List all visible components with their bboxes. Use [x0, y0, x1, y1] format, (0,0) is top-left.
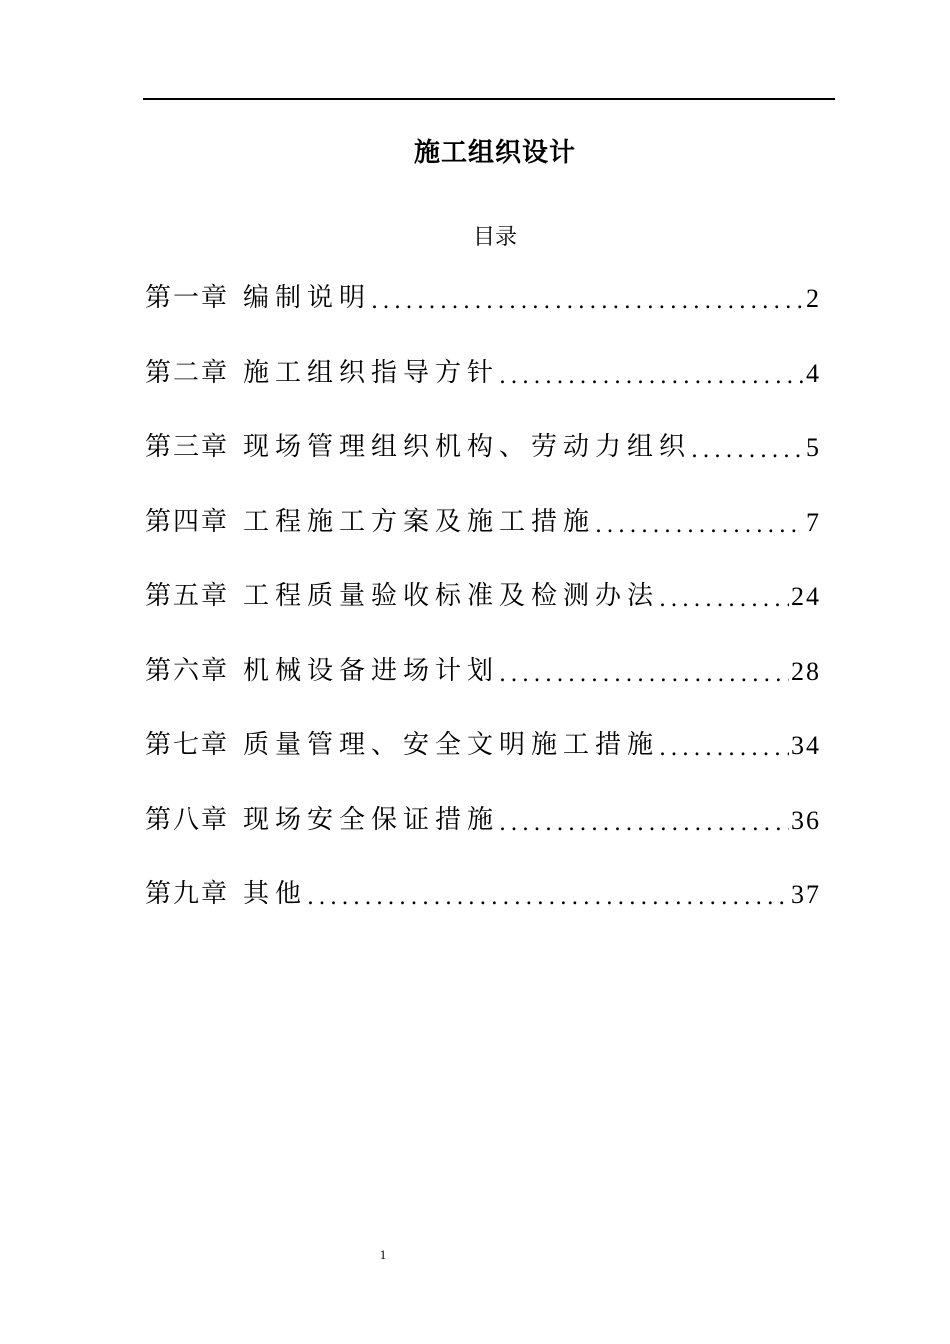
toc-entry-title: 编制说明 [243, 283, 372, 313]
toc-chapter-label: 第一章 [145, 283, 230, 313]
footer-page-number: 1 [379, 1247, 387, 1262]
toc-entry-title: 现场管理组织机构、劳动力组织 [243, 432, 692, 462]
toc-entry-title: 工程质量验收标准及检测办法 [243, 581, 660, 611]
toc-heading: 目录 [472, 225, 517, 250]
toc-dot-leader [499, 660, 789, 690]
toc-chapter-label: 第八章 [145, 804, 230, 835]
toc-entry-title: 其他 [243, 879, 308, 909]
toc-entry-title: 施工组织指导方针 [243, 357, 500, 388]
toc-chapter-label: 第七章 [145, 730, 230, 760]
toc-entry-2[interactable] [145, 355, 821, 392]
header-rule [143, 98, 835, 100]
toc-dot-leader [499, 809, 789, 839]
document-title: 施工组织设计 [413, 138, 576, 168]
toc-page-number: 7 [806, 507, 821, 537]
toc-page-number: 2 [806, 284, 821, 313]
toc-chapter-label: 第三章 [145, 432, 230, 462]
toc-chapter-label: 第六章 [145, 655, 230, 686]
toc-dot-leader [371, 287, 804, 317]
toc-page-number: 5 [806, 433, 821, 462]
toc-chapter-label: 第二章 [145, 357, 230, 388]
toc-entry-5[interactable] [145, 578, 821, 615]
toc-entry-4[interactable] [145, 504, 821, 541]
toc-dot-leader [659, 734, 789, 764]
toc-entry-7[interactable] [145, 727, 821, 764]
toc-dot-leader [499, 362, 804, 392]
toc-dot-leader [659, 585, 789, 615]
toc-page-number: 37 [791, 880, 821, 909]
toc-entry-1[interactable] [145, 280, 821, 317]
toc-page-number: 36 [791, 805, 821, 835]
toc-entry-3[interactable] [145, 429, 821, 466]
toc-dot-leader [307, 883, 789, 913]
table-of-contents [145, 280, 821, 951]
toc-entry-title: 质量管理、安全文明施工措施 [243, 730, 660, 760]
toc-dot-leader [691, 436, 804, 466]
toc-entry-title: 现场安全保证措施 [243, 804, 500, 835]
toc-page-number: 28 [791, 656, 821, 686]
toc-entry-8[interactable] [145, 802, 821, 839]
toc-page-number: 34 [791, 731, 821, 760]
toc-entry-title: 机械设备进场计划 [243, 655, 500, 686]
toc-entry-6[interactable] [145, 653, 821, 690]
toc-entry-9[interactable] [145, 876, 821, 913]
toc-chapter-label: 第九章 [145, 879, 230, 909]
toc-page-number: 4 [806, 358, 821, 388]
toc-entry-title: 工程施工方案及施工措施 [243, 506, 596, 537]
toc-dot-leader [595, 511, 804, 541]
toc-chapter-label: 第五章 [145, 581, 230, 611]
toc-chapter-label: 第四章 [145, 506, 230, 537]
toc-page-number: 24 [791, 582, 821, 611]
